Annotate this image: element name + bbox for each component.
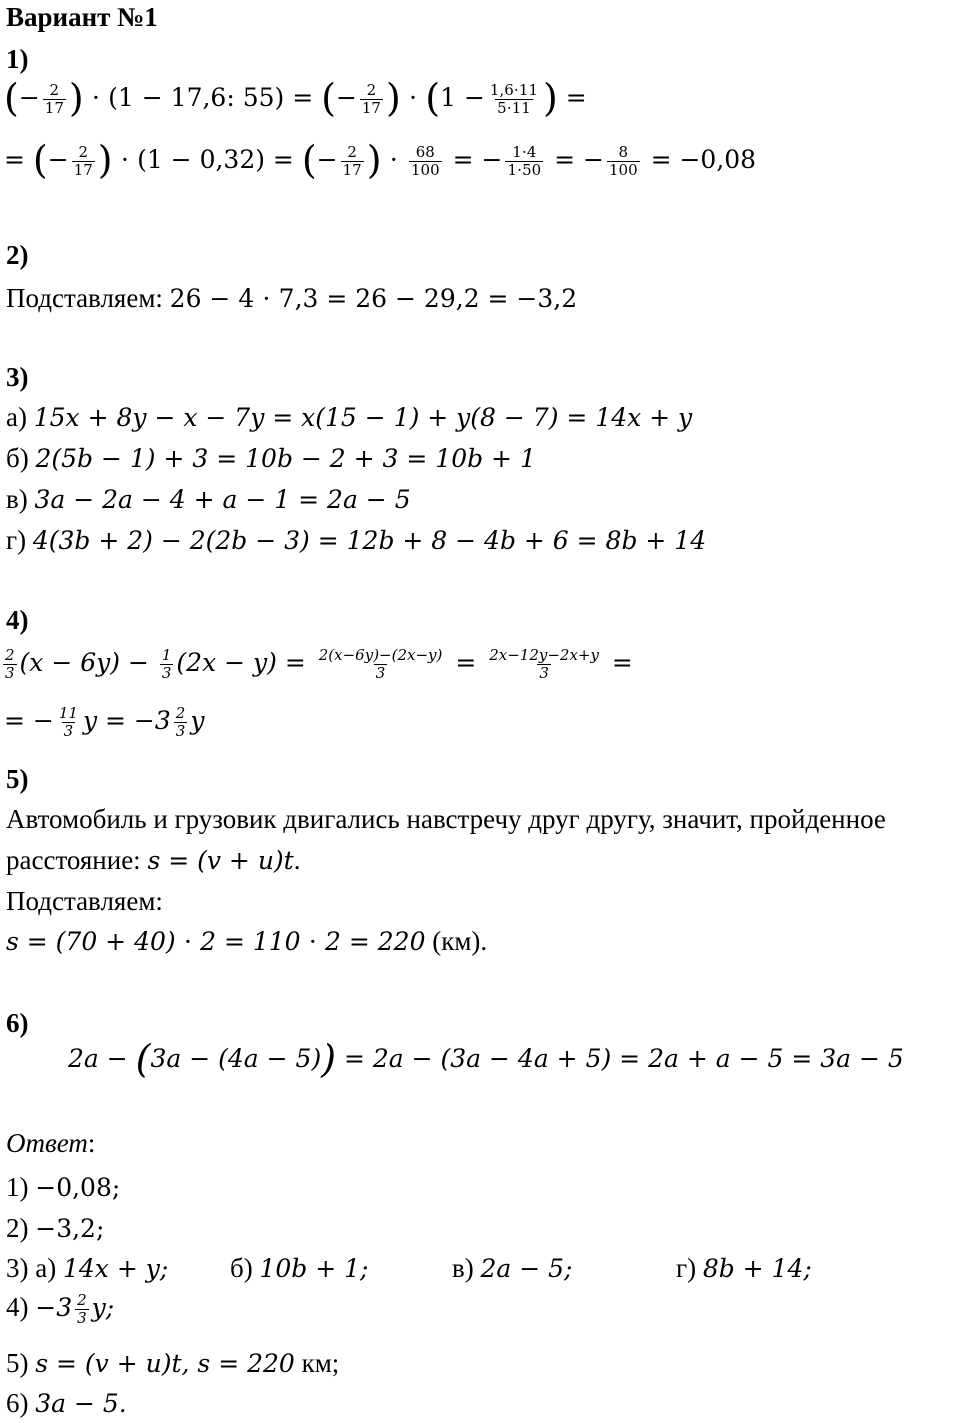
problem-6-heading: 6) — [6, 1008, 29, 1038]
problem-4-line-1: $\frac{2}{3}$ (x − 6y) − $\frac{1}{3}$ (2x − y) = $\frac{2(x-6y)-(2x-y)}{3}$ = $\frac{2x-12y-2x+y}{3}$ = — [5, 646, 633, 682]
page-title: Вариант №1 — [6, 2, 158, 32]
problem-5-line-2: расстояние: s = (v + u)t. — [6, 845, 301, 875]
fraction: $\frac{1\cdot 4}{1\cdot 50}$ — [507, 143, 542, 179]
problem-5-heading: 5) — [6, 764, 29, 794]
fraction: $\frac{2}{17}$ — [361, 81, 381, 117]
problem-3-a: а) 15x + 8y − x − 7y = x(15 − 1) + y(8 − 7) = 14x + y — [6, 402, 693, 432]
problem-3-b: б) 2(5b − 1) + 3 = 10b − 2 + 3 = 10b + 1 — [6, 443, 536, 473]
fraction: $\frac{2}{3}$ — [5, 646, 15, 682]
problem-5-line-1: Автомобиль и грузовик двигались навстречу друг другу, значит, пройденное — [6, 804, 886, 834]
answer-5: 5) s = (v + u)t, s = 220 км; — [6, 1348, 340, 1378]
fraction: $\frac{11}{3}$ — [58, 704, 78, 740]
answer-6: 6) 3a − 5. — [6, 1388, 127, 1418]
answer-3-d: г) 8b + 14; — [676, 1253, 812, 1283]
problem-4-heading: 4) — [6, 605, 29, 635]
answer-3: 3) а) 14x + y; — [6, 1253, 169, 1283]
answer-3-b: б) 10b + 1; — [230, 1253, 369, 1283]
problem-1-heading: 1) — [6, 44, 29, 74]
answer-label: Ответ: — [6, 1128, 96, 1158]
fraction: $\frac{8}{100}$ — [609, 143, 638, 179]
fraction: $\frac{2}{17}$ — [342, 143, 362, 179]
fraction: $\frac{2x-12y-2x+y}{3}$ — [489, 646, 599, 682]
problem-4-line-2: = − $\frac{11}{3}$ y = −3 $\frac{2}{3}$ y — [4, 704, 205, 740]
problem-2-heading: 2) — [6, 240, 29, 270]
problem-2-line: Подставляем: 26 − 4 ⋅ 7,3 = 26 − 29,2 = −3,2 — [6, 283, 578, 313]
fraction: $\frac{1}{3}$ — [161, 646, 172, 682]
problem-1-line-1: (− $\frac{2}{17}$ ) ⋅ (1 − 17,6: 55) = (− $\frac{2}{17}$ ) ⋅ (1 − $\frac{1,6\cdot 11}{5\cdot 11}$ ) = — [4, 76, 587, 120]
fraction: $\frac{2}{17}$ — [73, 143, 93, 179]
fraction: $\frac{2}{3}$ — [175, 704, 186, 740]
problem-3-heading: 3) — [6, 362, 29, 392]
fraction: $\frac{68}{100}$ — [411, 143, 440, 179]
problem-5-line-3: Подставляем: — [6, 886, 163, 916]
fraction: $\frac{1,6\cdot 11}{5\cdot 11}$ — [489, 81, 538, 117]
answer-4: 4) −3 $\frac{2}{3}$ y; — [6, 1291, 115, 1327]
problem-3-c: в) 3a − 2a − 4 + a − 1 = 2a − 5 — [6, 484, 411, 514]
fraction: $\frac{2(x-6y)-(2x-y)}{3}$ — [318, 646, 443, 682]
problem-3-d: г) 4(3b + 2) − 2(2b − 3) = 12b + 8 − 4b + 6 = 8b + 14 — [6, 525, 707, 555]
problem-1-line-2: = (− $\frac{2}{17}$ ) ⋅ (1 − 0,32) = (− $\frac{2}{17}$ ) ⋅ $\frac{68}{100}$ = − $\frac{1\cdot 4}{1\cdot 50}$ = − $\frac{8}{100}$ = −0,08 — [4, 138, 757, 182]
answer-3-c: в) 2a − 5; — [452, 1253, 573, 1283]
answer-2: 2) −3,2; — [6, 1213, 105, 1243]
problem-6-expression: 2a − (3a − (4a − 5)) = 2a − (3a − 4a + 5) = 2a + a − 5 = 3a − 5 — [68, 1037, 904, 1081]
problem-5-line-4: s = (70 + 40) ⋅ 2 = 110 ⋅ 2 = 220 (км). — [6, 926, 488, 956]
answer-1: 1) −0,08; — [6, 1172, 121, 1202]
fraction: $\frac{2}{17}$ — [44, 81, 64, 117]
fraction: $\frac{2}{3}$ — [77, 1291, 87, 1327]
